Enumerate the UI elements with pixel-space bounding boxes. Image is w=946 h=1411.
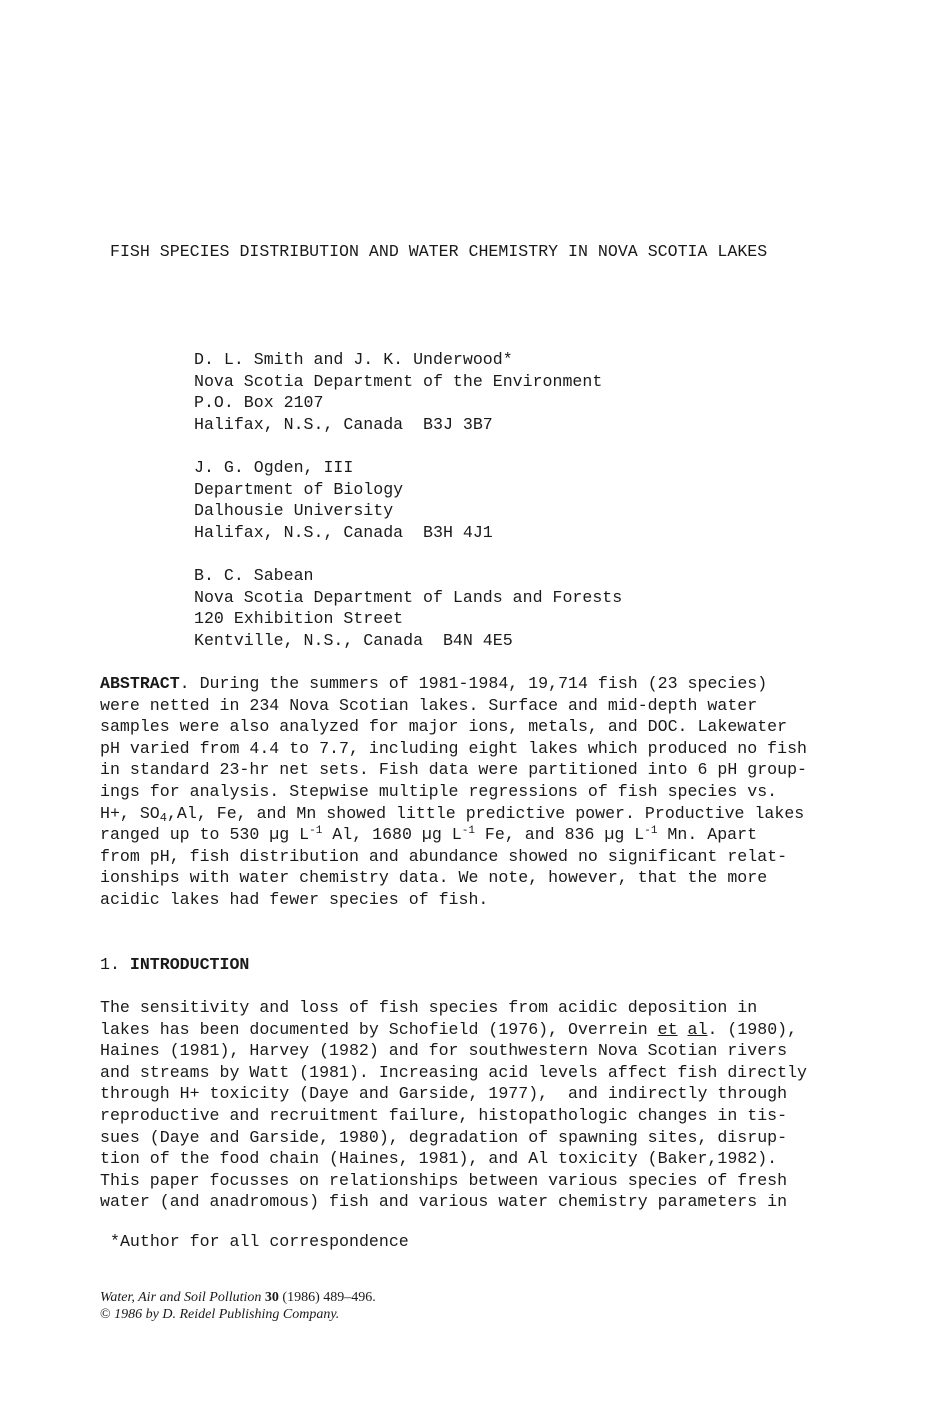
superscript: -1	[644, 825, 658, 838]
subscript: 4	[159, 810, 167, 825]
affiliation-line: Department of Biology	[194, 479, 404, 499]
affiliation-line: Halifax, N.S., Canada B3H 4J1	[194, 522, 493, 542]
body-line: sues (Daye and Garside, 1980), degradation of spawning sites, disrup-	[100, 1127, 788, 1147]
text-run: lakes has been documented by Schofield (1976), Overrein	[100, 1019, 658, 1039]
superscript: -1	[309, 825, 323, 838]
body-line: This paper focusses on relationships between various species of fresh	[100, 1170, 788, 1190]
abstract-line: ionships with water chemistry data. We note, however, that the more	[100, 868, 768, 888]
text-run: H+, SO	[100, 803, 160, 823]
footnote: *Author for all correspondence	[110, 1232, 409, 1251]
text-run	[678, 1020, 688, 1039]
copyright-text: 1986 by D. Reidel Publishing Company.	[110, 1307, 340, 1322]
abstract	[100, 673, 880, 911]
body-line: Haines (1981), Harvey (1982) and for southwestern Nova Scotian rivers	[100, 1041, 788, 1061]
section-heading-introduction	[100, 954, 249, 976]
author-names: D. L. Smith and J. K. Underwood*	[194, 350, 513, 369]
text-run: Mn. Apart	[657, 825, 758, 845]
affiliation-line: Halifax, N.S., Canada B3J 3B7	[194, 414, 493, 434]
body-line: The sensitivity and loss of fish species from acidic deposition in	[100, 998, 758, 1017]
text-run: Al, 1680 µg L	[322, 825, 462, 845]
body-line: through H+ toxicity (Daye and Garside, 1977), and indirectly through	[100, 1084, 788, 1104]
abstract-line: pH varied from 4.4 to 7.7, including eight lakes which produced no fish	[100, 738, 808, 758]
journal-citation	[100, 1289, 376, 1323]
journal-name: Water, Air and Soil Pollution	[100, 1290, 265, 1305]
copyright-symbol: ©	[100, 1307, 111, 1322]
affiliation-line: Kentville, N.S., Canada B4N 4E5	[194, 630, 513, 650]
abstract-line	[100, 803, 880, 825]
affiliation-line: Nova Scotia Department of Lands and Forests	[194, 587, 623, 607]
author-names: B. C. Sabean	[194, 565, 314, 585]
section-number: 1.	[100, 955, 130, 974]
author-list	[194, 349, 622, 651]
journal-volume: 30	[264, 1290, 279, 1305]
body-line: and streams by Watt (1981). Increasing acid levels affect fish directly	[100, 1062, 808, 1082]
abstract-label: ABSTRACT	[100, 674, 180, 693]
body-line: water (and anadromous) fish and various water chemistry parameters in	[100, 1192, 788, 1212]
body-line: reproductive and recruitment failure, histopathologic changes in tis-	[100, 1105, 788, 1125]
abstract-line	[100, 673, 880, 695]
abstract-line: ings for analysis. Stepwise multiple regressions of fish species vs.	[100, 781, 778, 801]
author-names: J. G. Ogden, III	[194, 457, 354, 477]
journal-pages: (1986) 489–496.	[278, 1290, 376, 1305]
citation-line-journal	[100, 1289, 376, 1306]
body-line: tion of the food chain (Haines, 1981), and Al toxicity (Baker,1982).	[100, 1149, 778, 1169]
text-run: ranged up to 530 µg L	[100, 825, 310, 845]
text-run: ,Al, Fe, and Mn showed little predictive power. Productive lakes	[166, 803, 805, 823]
affiliation-line: Dalhousie University	[194, 501, 394, 521]
abstract-line: acidic lakes had fewer species of fish.	[100, 889, 489, 909]
author-block-3	[194, 565, 622, 651]
abstract-line	[100, 824, 880, 846]
affiliation-line: Nova Scotia Department of the Environment	[194, 371, 603, 391]
abstract-line: from pH, fish distribution and abundance showed no significant relat-	[100, 846, 788, 866]
introduction-body	[100, 997, 880, 1213]
abstract-line: samples were also analyzed for major ions, metals, and DOC. Lakewater	[100, 717, 788, 737]
underlined-text: et	[657, 1019, 678, 1039]
section-title: INTRODUCTION	[129, 955, 250, 974]
abstract-text: . During the summers of 1981-1984, 19,714 fish (23 species)	[179, 674, 768, 693]
affiliation-line: P.O. Box 2107	[194, 393, 324, 413]
body-line	[100, 1019, 880, 1041]
author-block-1	[194, 349, 622, 435]
text-run: . (1980),	[707, 1019, 798, 1039]
text-run: Fe, and 836 µg L	[474, 825, 645, 845]
superscript: -1	[461, 825, 475, 838]
affiliation-line: 120 Exhibition Street	[194, 609, 404, 629]
author-block-2	[194, 457, 622, 543]
abstract-line: in standard 23-hr net sets. Fish data were partitioned into 6 pH group-	[100, 760, 808, 780]
citation-line-copyright	[100, 1306, 376, 1323]
paper-title: FISH SPECIES DISTRIBUTION AND WATER CHEMISTRY IN NOVA SCOTIA LAKES	[110, 242, 768, 261]
underlined-text: al	[687, 1019, 708, 1039]
abstract-line: were netted in 234 Nova Scotian lakes. Surface and mid-depth water	[100, 695, 758, 715]
